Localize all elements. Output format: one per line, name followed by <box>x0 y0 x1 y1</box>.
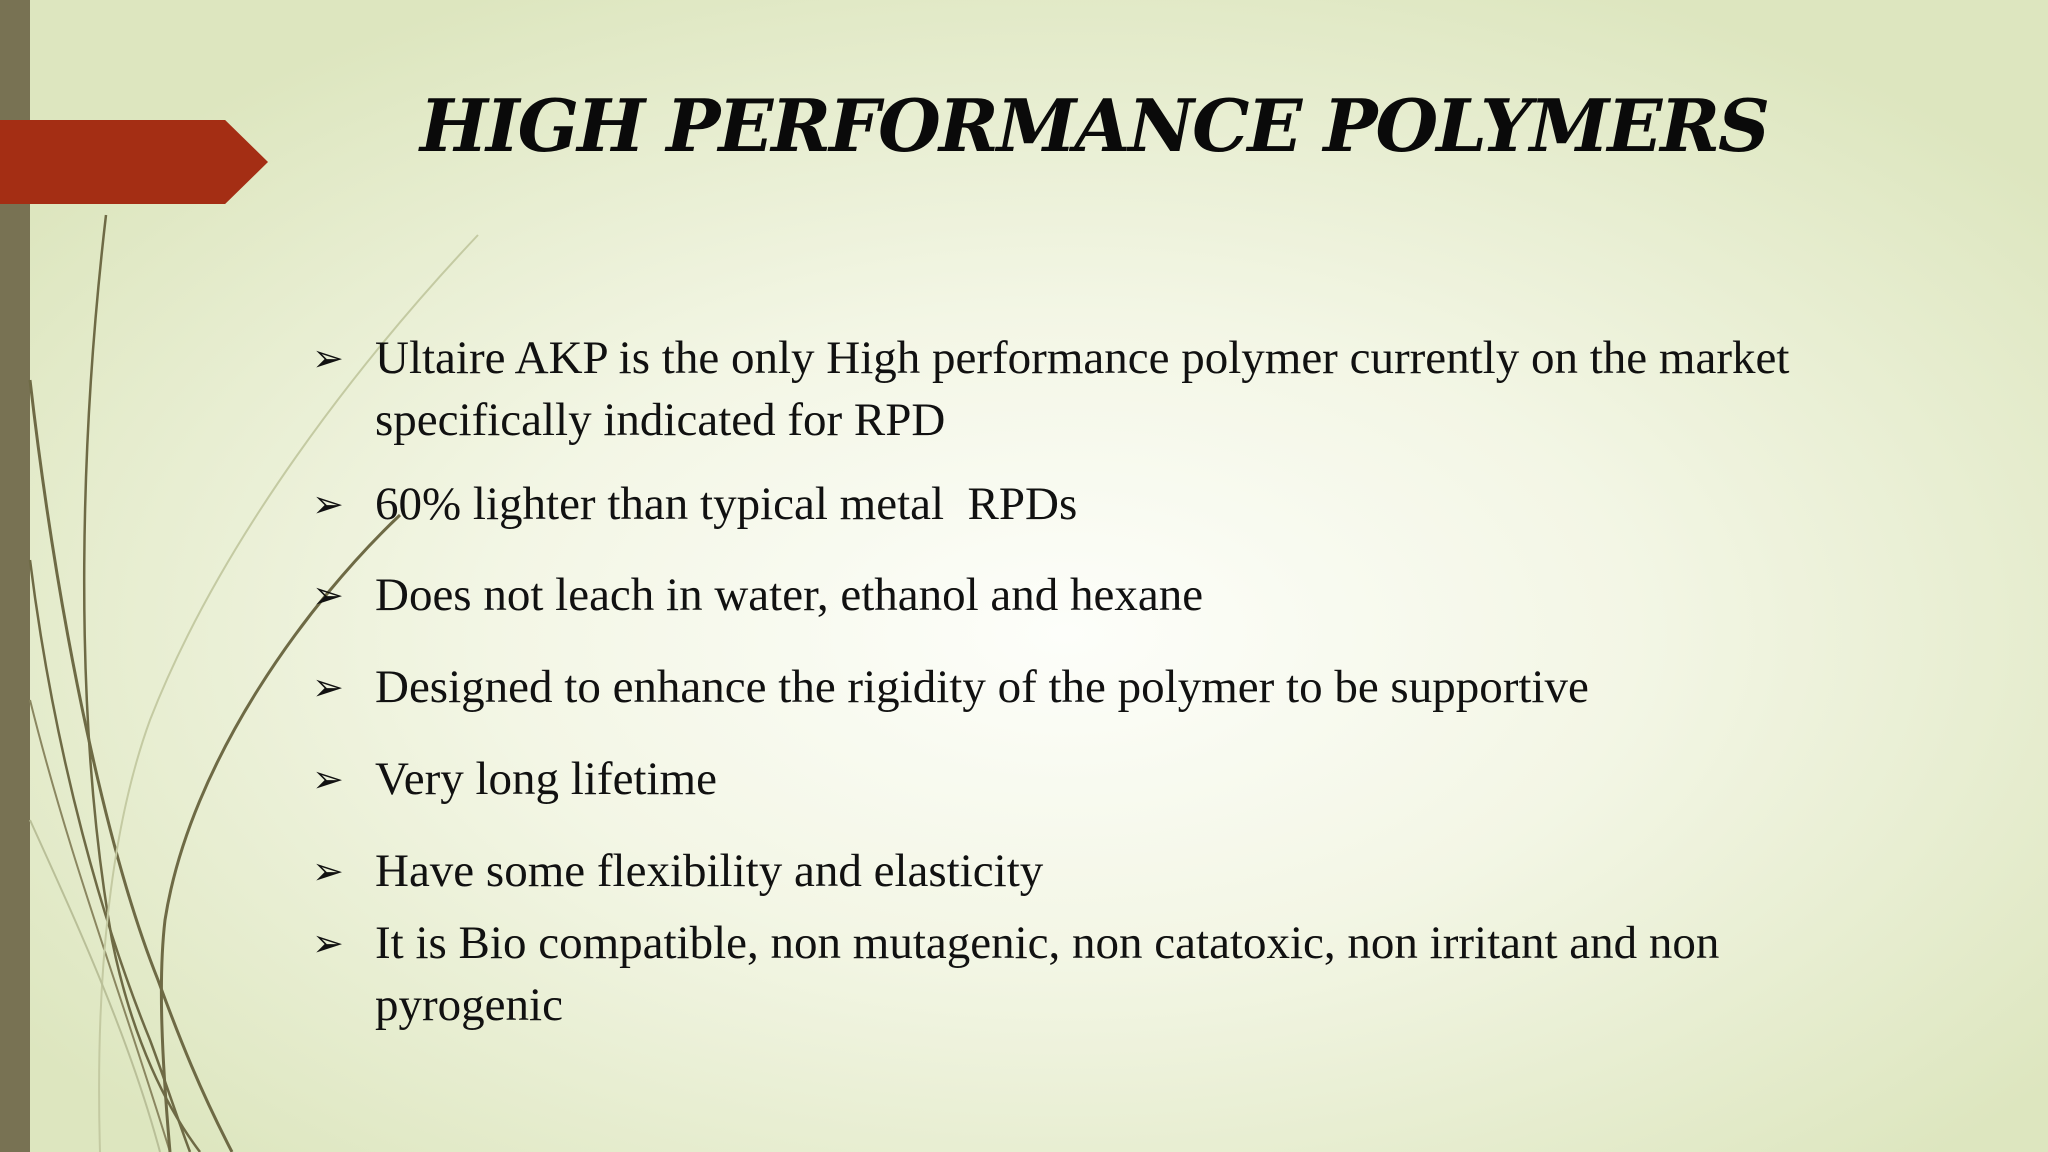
arrow-bullet-icon: ➢ <box>312 573 344 617</box>
arrow-bullet-icon: ➢ <box>312 757 344 801</box>
bullet-item <box>312 564 1872 626</box>
bullet-text: Designed to enhance the rigidity of the polymer to be supportive <box>375 661 1589 713</box>
bullet-item <box>312 656 1872 718</box>
slide-title: HIGH PERFORMANCE POLYMERS <box>419 83 1769 168</box>
bullet-item <box>312 327 1872 451</box>
arrow-bullet-icon: ➢ <box>312 665 344 709</box>
bullet-item <box>312 912 1872 1036</box>
bullet-item <box>312 473 1872 535</box>
arrow-bullet-icon: ➢ <box>312 482 344 526</box>
bullet-text: Ultaire AKP is the only High performance polymer currently on the market specifically indicated for RPD <box>375 332 1802 446</box>
bullet-text: It is Bio compatible, non mutagenic, non catatoxic, non irritant and non pyrogenic <box>375 917 1732 1031</box>
bullet-text: 60% lighter than typical metal RPDs <box>375 478 1078 530</box>
accent-arrow-shape <box>0 120 268 204</box>
bullet-item <box>312 840 1872 902</box>
bullet-item <box>312 748 1872 810</box>
arrow-bullet-icon: ➢ <box>312 849 344 893</box>
bullet-text: Does not leach in water, ethanol and hexane <box>375 569 1204 621</box>
arrow-bullet-icon: ➢ <box>312 921 344 965</box>
bullet-text: Have some flexibility and elasticity <box>375 845 1044 897</box>
bullet-text: Very long lifetime <box>375 753 717 805</box>
arrow-bullet-icon: ➢ <box>312 336 344 380</box>
